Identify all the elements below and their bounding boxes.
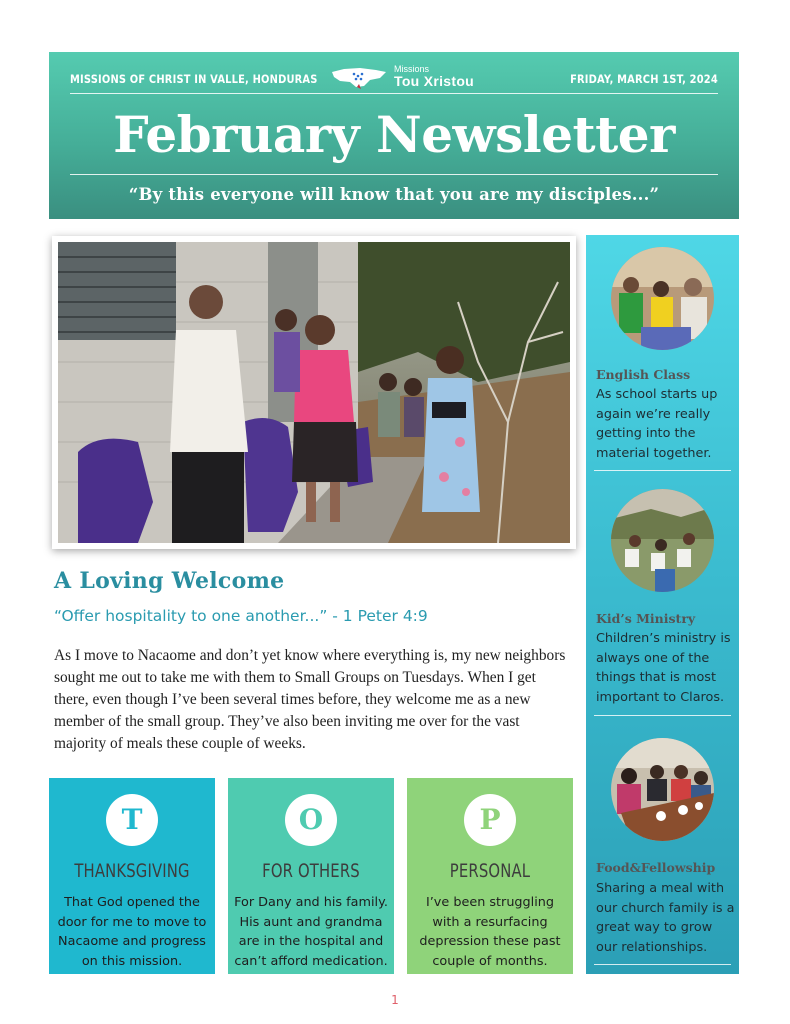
kids-ministry-photo [611, 489, 714, 592]
sidebar-divider [594, 964, 731, 965]
for-others-text: For Dany and his family. His aunt and grandma are in the hospital and can’t afford medication. [234, 895, 388, 969]
small-group-photo [58, 242, 570, 543]
header-quote: “By this everyone will know that you are my disciples...” [128, 185, 660, 204]
personal-box [407, 778, 573, 974]
article-title: A Loving Welcome [54, 568, 285, 594]
food-fellowship-text: Sharing a meal with our church family is a great way to grow our relationships. [596, 881, 735, 955]
thanksgiving-heading: THANKSGIVING [74, 860, 190, 882]
for-others-letter: O [285, 794, 337, 846]
article-body: As I move to Nacaome and don’t yet know where everything is, my new neighbors sought me out to take me with them to Small Groups on Tuesdays. When I get there, even though I’ve been several times before, they welcome me as a new member of the small group. They’ve also been inviting me over for the vast majority of meals these couple of weeks. [54, 647, 566, 752]
personal-heading: PERSONAL [449, 860, 531, 882]
sidebar-divider [594, 715, 731, 716]
personal-letter: P [464, 794, 516, 846]
honduras-map-icon [330, 66, 388, 90]
for-others-heading: FOR OTHERS [262, 860, 360, 882]
logo [330, 64, 500, 90]
organization-name: MISSIONS OF CHRIST IN VALLE, HONDURAS [70, 72, 318, 86]
main-photo-frame [52, 236, 576, 549]
sidebar-divider [594, 470, 731, 471]
personal-text: I’ve been struggling with a resurfacing depression these past couple of months. [419, 895, 561, 969]
logo-text-main: Tou Xristou [394, 73, 475, 89]
thanksgiving-box [49, 778, 215, 974]
sidebar [586, 235, 739, 974]
thanksgiving-text: That God opened the door for me to move to Nacaome and progress on this mission. [57, 895, 207, 969]
thanksgiving-letter: T [106, 794, 158, 846]
logo-text-small: Missions [394, 64, 430, 74]
english-class-title: English Class [596, 367, 691, 382]
english-class-text: As school starts up again we’re really getting into the material together. [596, 387, 718, 461]
newsletter-header [49, 52, 739, 219]
food-fellowship-title: Food&Fellowship [596, 860, 716, 875]
page-number: 1 [391, 993, 399, 1007]
kids-ministry-text: Children’s ministry is always one of the things that is most important to Claros. [596, 631, 731, 705]
kids-ministry-title: Kid’s Ministry [596, 611, 696, 626]
header-top-line [70, 66, 718, 94]
english-class-photo [611, 247, 714, 350]
food-fellowship-photo [611, 738, 714, 841]
newsletter-title: February Newsletter [113, 105, 675, 164]
for-others-box [228, 778, 394, 974]
header-divider [70, 174, 718, 175]
issue-date: FRIDAY, MARCH 1ST, 2024 [570, 72, 718, 86]
article-subtitle: “Offer hospitality to one another...” - 1 Peter 4:9 [54, 607, 428, 625]
